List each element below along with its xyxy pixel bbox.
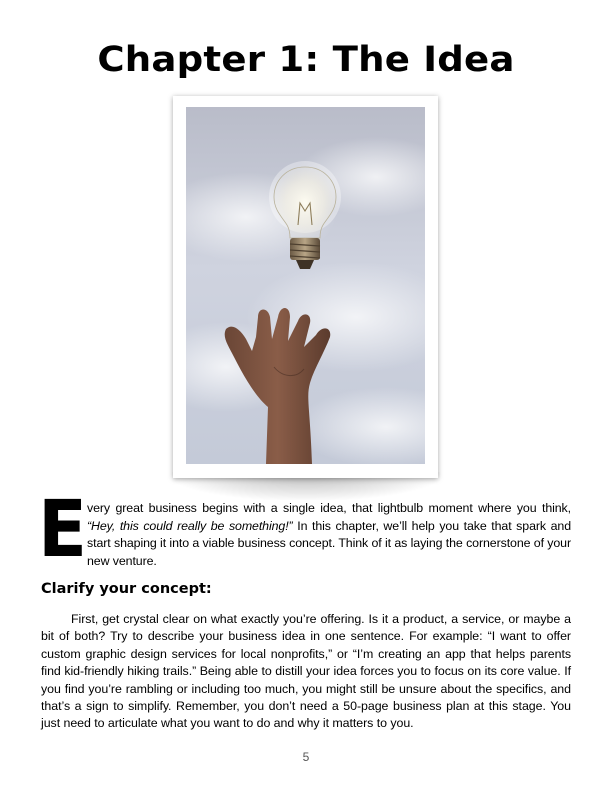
intro-quote: “Hey, this could really be something!” xyxy=(87,518,293,533)
intro-text: very great business begins with a single idea, that lightbulb moment where you think, xyxy=(87,501,571,515)
section-heading: Clarify your concept: xyxy=(41,581,212,597)
lightbulb-hand-photo xyxy=(186,107,425,464)
intro-paragraph xyxy=(87,500,571,570)
body-paragraph: First, get crystal clear on what exactly you’re offering. Is it a product, a service, or maybe a bit of both? Try to describe your business idea in one sentence. For example: “I want to offer custom graphic design services for local nonprofits,” or “I’m creating an app that helps parents find kid-friendly hiking trails.” Being able to distill your idea forces you to focus on its core value. If you find you’re rambling or including too much, you might still be unsure about the specifics, and that’s a sign to simplify. Remember, you don’t need a 50-page business plan at this stage. You just need to articulate what you want to do and why it matters to you. xyxy=(41,612,571,731)
intro-text-continued: In this chapter, we’ll help you take that spark and start shaping it into a viable business concept. Think of it as laying the cornerstone of your new venture. xyxy=(87,518,571,568)
chapter-title: Chapter 1: The Idea xyxy=(97,40,515,80)
drop-cap: E xyxy=(38,485,88,575)
page-number: 5 xyxy=(302,750,310,764)
